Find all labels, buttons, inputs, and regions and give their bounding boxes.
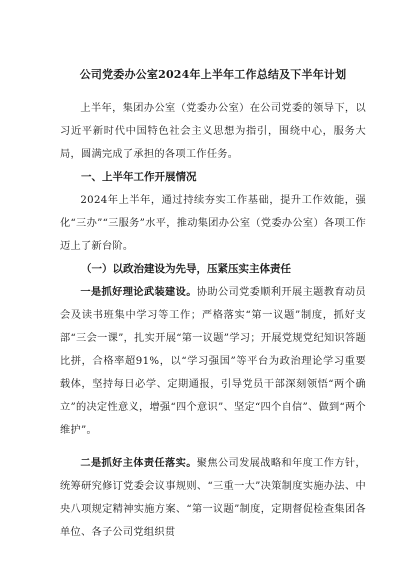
subsection-heading-1: （一）以政治建设为先导，压紧压实主体责任 (81, 263, 291, 275)
paragraph-gap (60, 442, 366, 452)
item-1-lead: 一是抓好理论武装建设。 (80, 286, 197, 298)
item-1-body: 协助公司党委顺利开展主题教育动员会及读书班集中学习等工作；严格落实“第一议题”制度，抓好支部“三会一课”，扎实开展“第一议题”学习；开展党规党纪知识答题比拼，合格率超91%，以“学习强国”等平台为政治理论学习重要载体，坚持每日必学、定期通报，引导党员干部深刻领悟“两个确立”的决定性意义，增强“四个意识”、坚定“四个自信”、做到“两个维护”。 (60, 287, 366, 436)
intro-paragraph: 上半年，集团办公室（党委办公室）在公司党委的领导下，以习近平新时代中国特色社会主义思想为指引，围绕中心，服务大局，圆满完成了承担的各项工作任务。 (60, 103, 366, 160)
document-title: 公司党委办公室2024年上半年工作总结及下半年计划 (79, 68, 347, 81)
item-2-lead: 二是抓好主体责任落实。 (80, 457, 197, 469)
item-2-body: 聚焦公司发展战略和年度工作方针，统筹研究修订党委会议事规则、“三重一大”决策制度实施办法、中央八项规定精神实施方案、“第一议题”制度，定期督促检查集团各单位、各子公司党组织贯 (60, 458, 366, 538)
section-1-intro-paragraph: 2024年上半年，通过持续夯实工作基础，提升工作效能，强化“三办”“三服务”水平，推动集团办公室（党委办公室）各项工作迈上了新台阶。 (60, 195, 366, 252)
section-heading-1: 一、上半年工作开展情况 (81, 171, 197, 183)
item-2-paragraph (60, 452, 366, 544)
item-1-paragraph (60, 281, 366, 442)
